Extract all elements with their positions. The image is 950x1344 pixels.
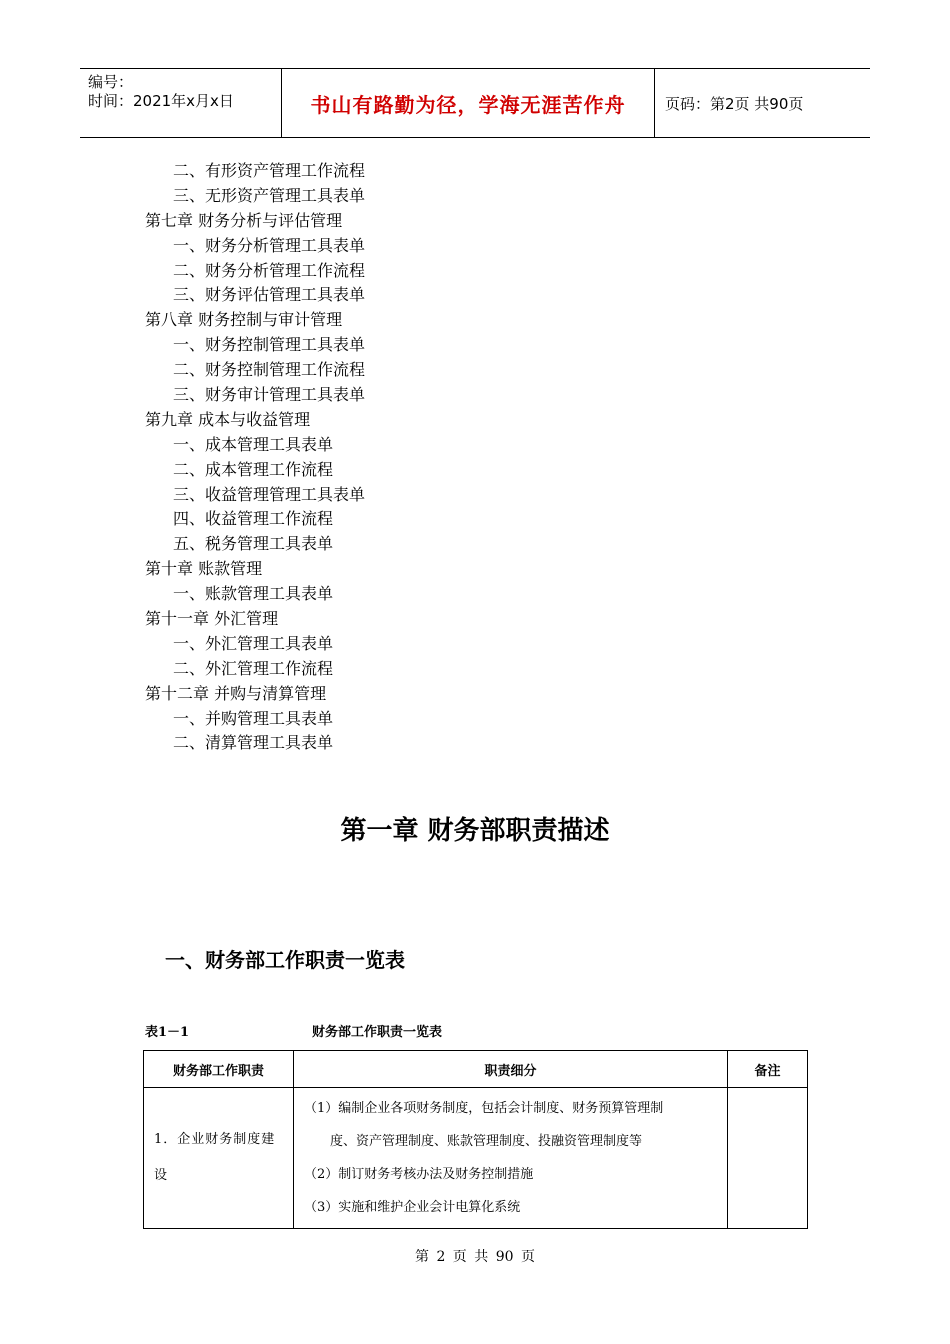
toc-chapter-item: 第十二章 并购与清算管理 [145,683,327,703]
toc-chapter-item: 第七章 财务分析与评估管理 [145,210,343,230]
toc-chapter-item: 第十一章 外汇管理 [145,609,279,629]
note-cell [728,1088,808,1229]
toc-chapter-item: 第八章 财务控制与审计管理 [145,310,343,330]
toc-section-item: 一、外汇管理工具表单 [173,633,334,653]
toc-section-item: 一、财务控制管理工具表单 [173,335,366,355]
document-number-label: 编号： [88,73,134,91]
detail-cell [294,1088,728,1229]
toc-section-item: 二、财务分析管理工作流程 [173,260,366,280]
page-header [80,68,870,138]
column-header-note: 备注 [728,1051,808,1088]
toc-section-item: 一、并购管理工具表单 [173,708,334,728]
header-page-info: 页码：第2页 共90页 [665,94,804,113]
table-caption-number: 表1－1 [145,1025,190,1040]
chapter-title: 第一章 财务部职责描述 [340,816,610,846]
header-motto: 书山有路勤为径，学海无涯苦作舟 [282,69,655,137]
toc-section-item: 三、财务审计管理工具表单 [173,385,366,405]
page-footer: 第 2 页 共 90 页 [415,1249,535,1265]
document-time-label: 时间：2021年x月x日 [88,92,234,110]
table-header-row [144,1051,808,1088]
column-header-duty: 财务部工作职责 [144,1051,294,1088]
toc-section-item: 一、账款管理工具表单 [173,584,334,604]
detail-line: 度、资产管理制度、账款管理制度、投融资管理制度等 [330,1134,643,1149]
header-meta [80,69,282,137]
toc-section-item: 三、收益管理管理工具表单 [173,484,366,504]
detail-line: （3）实施和维护企业会计电算化系统 [304,1200,521,1215]
toc-section-item: 二、外汇管理工作流程 [173,658,334,678]
toc-section-item: 一、成本管理工具表单 [173,434,334,454]
toc-section-item: 二、财务控制管理工作流程 [173,360,366,380]
toc-section-item: 二、成本管理工作流程 [173,459,334,479]
detail-line: （2）制订财务考核办法及财务控制措施 [304,1167,534,1182]
toc-chapter-item: 第九章 成本与收益管理 [145,409,311,429]
duty-cell: 1．企业财务制度建设 [144,1088,294,1229]
toc-chapter-item: 第十章 账款管理 [145,559,263,579]
table-caption-title: 财务部工作职责一览表 [312,1025,443,1040]
duty-table [143,1050,808,1229]
toc-section-item: 二、清算管理工具表单 [173,733,334,753]
toc-section-item: 二、有形资产管理工作流程 [173,161,366,180]
table-of-contents [145,159,365,756]
section-title: 一、财务部工作职责一览表 [165,948,405,972]
table-row [144,1088,808,1229]
toc-section-item: 一、财务分析管理工具表单 [173,235,366,255]
toc-section-item: 三、无形资产管理工具表单 [173,185,366,205]
column-header-detail: 职责细分 [294,1051,728,1088]
detail-line: （1）编制企业各项财务制度，包括会计制度、财务预算管理制 [304,1101,664,1116]
toc-section-item: 四、收益管理工作流程 [173,509,334,529]
toc-section-item: 五、税务管理工具表单 [173,534,334,554]
toc-section-item: 三、财务评估管理工具表单 [173,285,366,305]
